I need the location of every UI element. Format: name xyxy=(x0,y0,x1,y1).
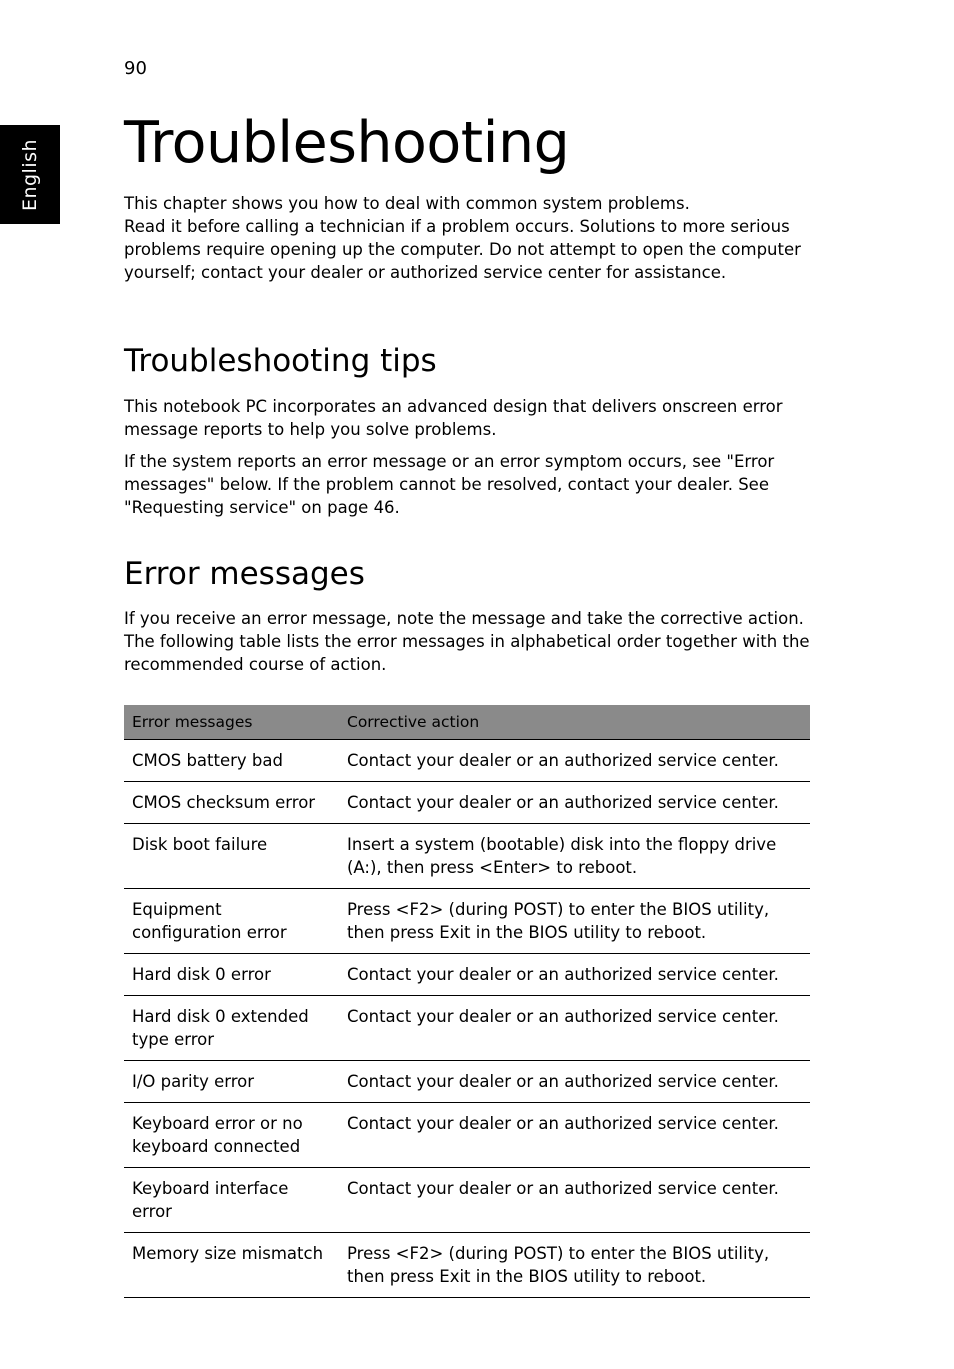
table-row xyxy=(124,1233,810,1298)
header-corrective-action: Corrective action xyxy=(339,705,810,740)
table-row xyxy=(124,996,810,1061)
error-message-cell: CMOS battery bad xyxy=(124,740,339,782)
page-number: 90 xyxy=(124,58,147,79)
error-message-cell: Hard disk 0 extended type error xyxy=(124,996,339,1061)
tips-heading: Troubleshooting tips xyxy=(124,343,437,379)
error-messages-table xyxy=(124,705,810,1298)
table-row xyxy=(124,1103,810,1168)
table-header-row xyxy=(124,705,810,740)
error-message-cell: Equipment configuration error xyxy=(124,889,339,954)
corrective-action-cell: Contact your dealer or an authorized service center. xyxy=(339,1103,810,1168)
corrective-action-cell: Insert a system (bootable) disk into the floppy drive (A:), then press <Enter> to reboot. xyxy=(339,824,810,889)
page-title: Troubleshooting xyxy=(124,110,570,176)
error-message-cell: Disk boot failure xyxy=(124,824,339,889)
language-tab xyxy=(0,125,60,224)
intro-line-2: Read it before calling a technician if a problem occurs. Solutions to more serious problems require opening up the computer. Do not attempt to open the computer yourself; contact your dealer or authorized service center for assistance. xyxy=(124,217,801,282)
table-row xyxy=(124,824,810,889)
table-row xyxy=(124,740,810,782)
tips-paragraph-1: This notebook PC incorporates an advanced design that delivers onscreen error message reports to help you solve problems. xyxy=(124,397,783,439)
errors-paragraph: If you receive an error message, note the message and take the corrective action. The following table lists the error messages in alphabetical order together with the recommended course of action. xyxy=(124,609,810,674)
error-message-cell: Hard disk 0 error xyxy=(124,954,339,996)
corrective-action-cell: Contact your dealer or an authorized service center. xyxy=(339,1168,810,1233)
tips-section xyxy=(124,395,824,528)
corrective-action-cell: Contact your dealer or an authorized service center. xyxy=(339,996,810,1061)
error-message-cell: CMOS checksum error xyxy=(124,782,339,824)
errors-heading: Error messages xyxy=(124,556,365,592)
corrective-action-cell: Press <F2> (during POST) to enter the BIOS utility, then press Exit in the BIOS utility to reboot. xyxy=(339,889,810,954)
table-row xyxy=(124,954,810,996)
intro-line-1: This chapter shows you how to deal with common system problems. xyxy=(124,194,690,213)
error-message-cell: I/O parity error xyxy=(124,1061,339,1103)
intro-section xyxy=(124,192,824,284)
table-row xyxy=(124,889,810,954)
corrective-action-cell: Contact your dealer or an authorized service center. xyxy=(339,1061,810,1103)
corrective-action-cell: Contact your dealer or an authorized service center. xyxy=(339,782,810,824)
table-row xyxy=(124,1168,810,1233)
tips-paragraph-2: If the system reports an error message or an error symptom occurs, see "Error messages" below. If the problem cannot be resolved, contact your dealer. See "Requesting service" on page 46. xyxy=(124,452,775,517)
corrective-action-cell: Press <F2> (during POST) to enter the BIOS utility, then press Exit in the BIOS utility to reboot. xyxy=(339,1233,810,1298)
errors-section xyxy=(124,607,824,685)
error-message-cell: Keyboard error or no keyboard connected xyxy=(124,1103,339,1168)
header-error-messages: Error messages xyxy=(124,705,339,740)
corrective-action-cell: Contact your dealer or an authorized service center. xyxy=(339,740,810,782)
language-tab-label: English xyxy=(19,138,41,211)
table-row xyxy=(124,1061,810,1103)
error-message-cell: Memory size mismatch xyxy=(124,1233,339,1298)
corrective-action-cell: Contact your dealer or an authorized service center. xyxy=(339,954,810,996)
error-message-cell: Keyboard interface error xyxy=(124,1168,339,1233)
table-row xyxy=(124,782,810,824)
